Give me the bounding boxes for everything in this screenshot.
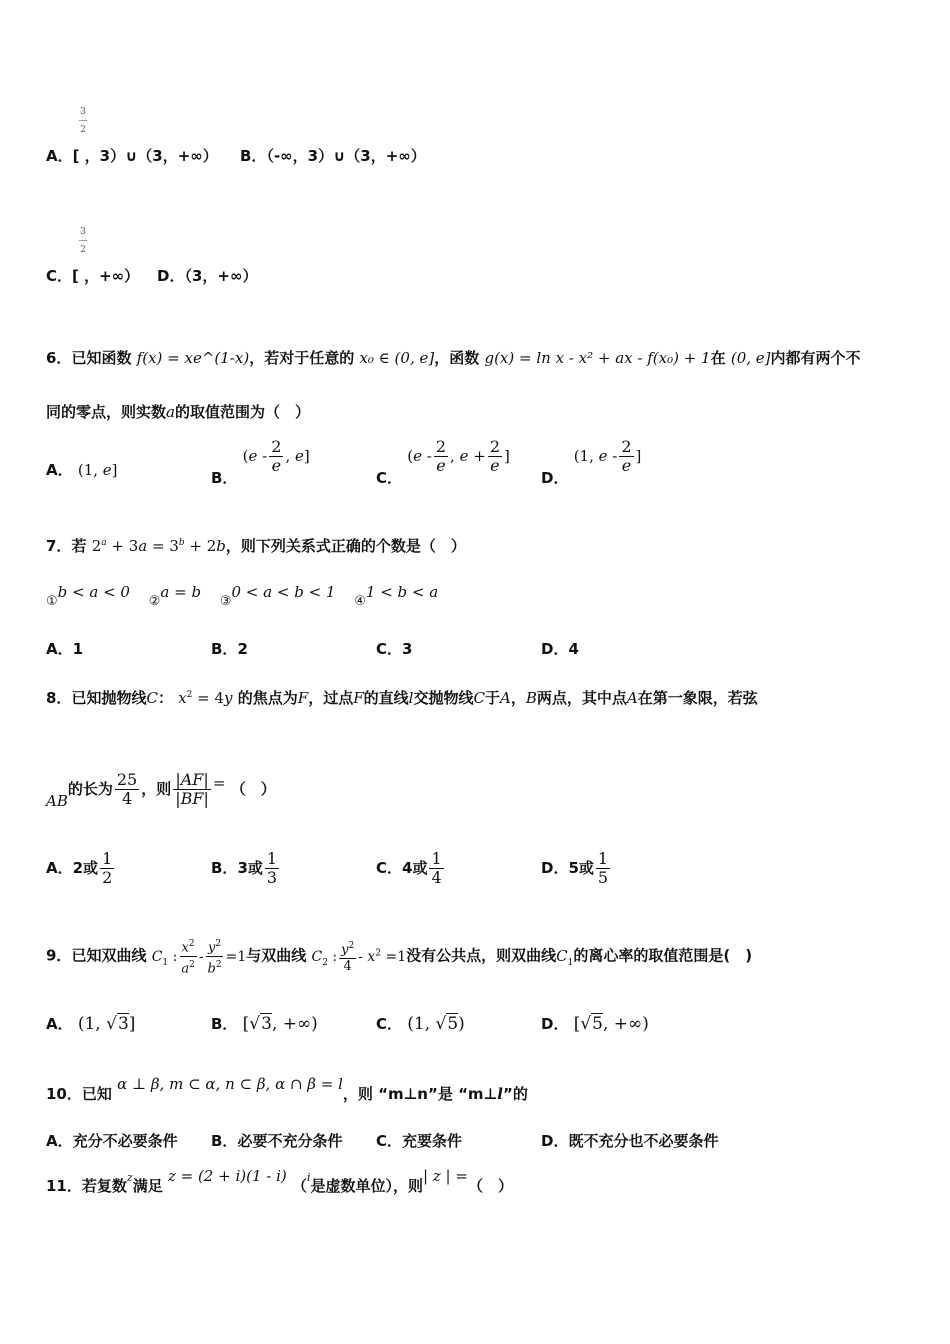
fraction-numerator: 1	[102, 849, 113, 868]
item-math-3: 0 < a < b < 1	[231, 583, 336, 601]
item-math-1: b < a < 0	[57, 583, 130, 601]
q6-text-1: 已知函数	[71, 349, 132, 367]
question-9-line-1	[46, 930, 752, 986]
q7-option-b	[211, 639, 248, 659]
option-int: 3	[237, 859, 248, 877]
q10-condition: α ⊥ β, m ⊂ α, n ⊂ β, α ∩ β = l	[117, 1075, 343, 1093]
option-letter: C．	[376, 1015, 403, 1033]
q10-option-c	[376, 1131, 462, 1151]
q8-l: l	[408, 689, 414, 707]
option-letter: D．	[541, 1132, 569, 1150]
q9-c1-name: $C_1$	[556, 946, 574, 968]
option-math: (1, e]	[77, 461, 118, 479]
q10-text-3: ”的	[502, 1085, 528, 1103]
item-mark-3: ③	[219, 594, 232, 609]
fraction-denominator: 2	[102, 868, 113, 887]
q10-text-1: 已知	[81, 1085, 112, 1103]
fraction-numerator: |AF|	[175, 770, 209, 789]
option-int: 2	[72, 859, 84, 877]
q8-ratio-fraction	[173, 771, 211, 808]
option-letter: C．	[376, 468, 403, 487]
option-or: 或	[247, 859, 263, 877]
q7-items	[46, 582, 439, 609]
q8-text-6: 于	[484, 689, 500, 707]
q6-option-d	[541, 437, 642, 487]
option-fraction	[265, 850, 279, 887]
fraction-numerator: 1	[266, 849, 278, 868]
option-math: (e - $\frac{2}{e}$ , e]	[242, 437, 310, 475]
q10-text-2: ，则 “m⊥n”是 “m⊥	[342, 1085, 498, 1103]
option-math: (1, √3]	[77, 1014, 136, 1034]
option-a-prev	[46, 146, 218, 166]
question-number: 11．	[46, 1177, 82, 1195]
item-math-4: 1 < b < a	[365, 583, 439, 601]
option-text: [ ，3）∪（3，+∞）	[72, 147, 218, 165]
question-number: 9．	[46, 946, 72, 965]
option-letter: D．	[541, 468, 569, 487]
option-or: 或	[83, 859, 99, 877]
item-mark-4: ④	[354, 594, 366, 609]
q11-z: z	[126, 1171, 133, 1184]
q9-option-c	[376, 1014, 465, 1034]
option-letter: D．	[157, 267, 185, 285]
item-math-2: a = b	[160, 583, 202, 601]
q9-c1-equation: $C_1$ : $\frac{x^2}{a^2}$ - $\frac{y^2}{b^2}$ =1	[152, 949, 247, 965]
item-mark-1: ①	[46, 594, 58, 609]
q8-option-c	[376, 846, 446, 890]
option-letter: A．	[46, 1015, 73, 1033]
option-text: （3，+∞）	[184, 267, 258, 285]
q9-option-d	[541, 1014, 649, 1034]
q9-c2-equation: $C_2$ : $\frac{y^2}{4}$ - $x^2 =1$	[312, 949, 407, 965]
q8-colon: ：	[157, 689, 173, 707]
q10-l: l	[497, 1085, 503, 1103]
q6-var: a	[166, 403, 175, 421]
option-letter: B．	[211, 640, 238, 658]
option-letter: B．	[211, 859, 238, 877]
q8-option-d	[541, 846, 612, 890]
q6-option-a	[46, 460, 118, 480]
q11-text-1: 若复数	[81, 1177, 127, 1195]
q9-option-b	[211, 1014, 318, 1034]
option-letter: A．	[46, 1132, 73, 1150]
q8-text-1: 已知抛物线	[71, 689, 147, 707]
fraction-numerator: 1	[597, 849, 609, 868]
q11-text-2: 满足	[132, 1177, 163, 1195]
option-value: 1	[72, 640, 84, 658]
option-letter: B．	[211, 1015, 238, 1033]
fraction-three-halves-c: 3 — 2	[78, 227, 88, 255]
q8-text-4: 的直线	[363, 689, 409, 707]
option-value: 3	[402, 640, 413, 658]
option-letter: B．	[211, 1132, 238, 1150]
option-text: 充分不必要条件	[72, 1132, 178, 1150]
q7-text-2: ，则下列关系式正确的个数是（ ）	[225, 537, 466, 555]
q6-text-4: 在	[710, 349, 726, 367]
q11-i: i	[307, 1171, 311, 1184]
q8-text-8: 在第一象限，若弦	[637, 689, 758, 707]
question-number: 8．	[46, 689, 72, 707]
question-6-line-2	[46, 402, 310, 422]
q8-text-7: 两点，其中点	[536, 689, 627, 707]
q11-equation: z = (2 + i)(1 - i)	[167, 1167, 287, 1185]
q6-option-b	[211, 437, 310, 487]
option-fraction	[100, 850, 114, 887]
q8-a-2: A	[626, 689, 638, 707]
option-letter: A．	[46, 859, 73, 877]
q8-c-2: C	[473, 689, 485, 707]
q9-option-a	[46, 1014, 135, 1034]
question-6-line-1	[46, 348, 861, 368]
question-8-line-2	[46, 766, 276, 812]
q9-text-3: 没有公共点，则双曲线	[406, 946, 557, 965]
q8-parabola: $x^2 = 4y$	[178, 689, 233, 707]
option-letter: D．	[541, 1015, 569, 1033]
q6-cond: x₀ ∈ (0, e]	[359, 349, 435, 367]
option-letter: B．	[211, 468, 238, 487]
option-text: 必要不充分条件	[237, 1132, 343, 1150]
option-text: [ ，+∞）	[72, 267, 140, 285]
option-c-prev	[46, 266, 139, 286]
fraction-three-halves-a: 3 — 2	[78, 107, 88, 135]
q8-text-9: 的长为	[67, 780, 113, 798]
option-b-prev	[240, 146, 426, 166]
q6-f-def: f(x) = xe^(1-x)	[136, 349, 250, 367]
option-text: 既不充分也不必要条件	[568, 1132, 719, 1150]
option-letter: C．	[376, 1132, 403, 1150]
fraction-numerator: 25	[116, 770, 138, 789]
q8-option-a	[46, 846, 116, 890]
q8-length-fraction	[115, 771, 139, 808]
option-math: (1, e - $\frac{2}{e}$ ]	[573, 437, 642, 475]
q9-text-1: 已知双曲线	[71, 946, 147, 965]
question-11-line-1	[46, 1166, 513, 1195]
question-number: 7．	[46, 537, 72, 555]
option-letter: B．	[240, 147, 267, 165]
option-int: 4	[402, 859, 413, 877]
q11-text-5: （ ）	[467, 1177, 513, 1195]
q6-text-5: 内都有两个不	[770, 349, 861, 367]
q11-text-3: （	[291, 1177, 307, 1195]
option-math: (e - $\frac{2}{e}$ , e + $\frac{2}{e}$ ]	[407, 437, 510, 475]
question-10-line-1	[46, 1074, 528, 1103]
q6-option-c	[376, 437, 510, 487]
question-number: 10．	[46, 1085, 82, 1103]
fraction-denominator: 3	[266, 868, 278, 887]
fraction-denominator: 4	[121, 789, 133, 808]
q11-text-4: 是虚数单位），则	[310, 1177, 424, 1195]
option-or: 或	[578, 859, 594, 877]
q8-text-2: 的焦点为	[237, 689, 298, 707]
option-letter: C．	[376, 859, 403, 877]
q8-c: C	[146, 689, 158, 707]
q10-option-b	[211, 1131, 342, 1151]
option-math: [√3, +∞)	[242, 1014, 318, 1034]
fraction-numerator: 1	[431, 849, 442, 868]
question-8-line-1	[46, 685, 758, 708]
q6-text-2: ，若对于任意的	[249, 349, 355, 367]
q7-text-1: 若	[71, 537, 87, 555]
option-math: (1, √5)	[407, 1014, 465, 1034]
option-letter: D．	[541, 859, 569, 877]
q8-text-5: 交抛物线	[413, 689, 474, 707]
fraction-denominator: 5	[597, 868, 609, 887]
q6-g-def: g(x) = ln x - x² + ax - f(x₀) + 1	[484, 349, 711, 367]
q8-comma: ，	[510, 689, 526, 707]
q9-text-2: 与双曲线	[246, 946, 307, 965]
option-fraction	[596, 850, 610, 887]
q10-option-a	[46, 1131, 178, 1151]
option-or: 或	[412, 859, 428, 877]
option-fraction	[429, 850, 443, 887]
q8-ab: AB	[46, 792, 68, 810]
q8-text-10: ，则	[141, 780, 172, 798]
option-letter: C．	[46, 267, 73, 285]
option-letter: A．	[46, 147, 73, 165]
q8-text-3: ，过点	[308, 689, 354, 707]
option-d-prev	[157, 266, 257, 286]
q11-abs-z: | z | =	[423, 1167, 468, 1185]
q6-text-3: ，函数	[434, 349, 480, 367]
q8-eq: =	[212, 774, 226, 792]
q7-option-a	[46, 639, 83, 659]
question-7-line-1	[46, 533, 466, 556]
q7-option-c	[376, 639, 412, 659]
q8-text-11: （ ）	[230, 780, 276, 798]
option-letter: A．	[46, 461, 73, 479]
option-text: （-∞，3）∪（3，+∞）	[266, 147, 426, 165]
q7-option-d	[541, 639, 579, 659]
q8-b: B	[525, 689, 537, 707]
q7-eq: $2^a + 3a = 3^b + 2b$	[91, 537, 226, 555]
fraction-denominator: 4	[431, 868, 442, 887]
q9-text-4: 的离心率的取值范围是( )	[573, 946, 753, 965]
option-math: [√5, +∞)	[573, 1014, 649, 1034]
fraction-denominator: |BF|	[175, 789, 209, 808]
question-number: 6．	[46, 349, 72, 367]
q10-option-d	[541, 1131, 718, 1151]
option-value: 4	[568, 640, 579, 658]
q6-text-6: 同的零点，则实数	[46, 403, 167, 421]
q6-interval: (0, e]	[730, 349, 771, 367]
q8-a: A	[499, 689, 511, 707]
option-letter: C．	[376, 640, 403, 658]
q8-f-2: F	[353, 689, 364, 707]
option-int: 5	[568, 859, 579, 877]
option-text: 充要条件	[402, 1132, 463, 1150]
item-mark-2: ②	[148, 594, 161, 609]
option-value: 2	[237, 640, 248, 658]
q6-text-7: 的取值范围为（ ）	[174, 403, 310, 421]
q8-f: F	[297, 689, 309, 707]
option-letter: D．	[541, 640, 569, 658]
option-letter: A．	[46, 640, 73, 658]
q8-option-b	[211, 846, 281, 890]
